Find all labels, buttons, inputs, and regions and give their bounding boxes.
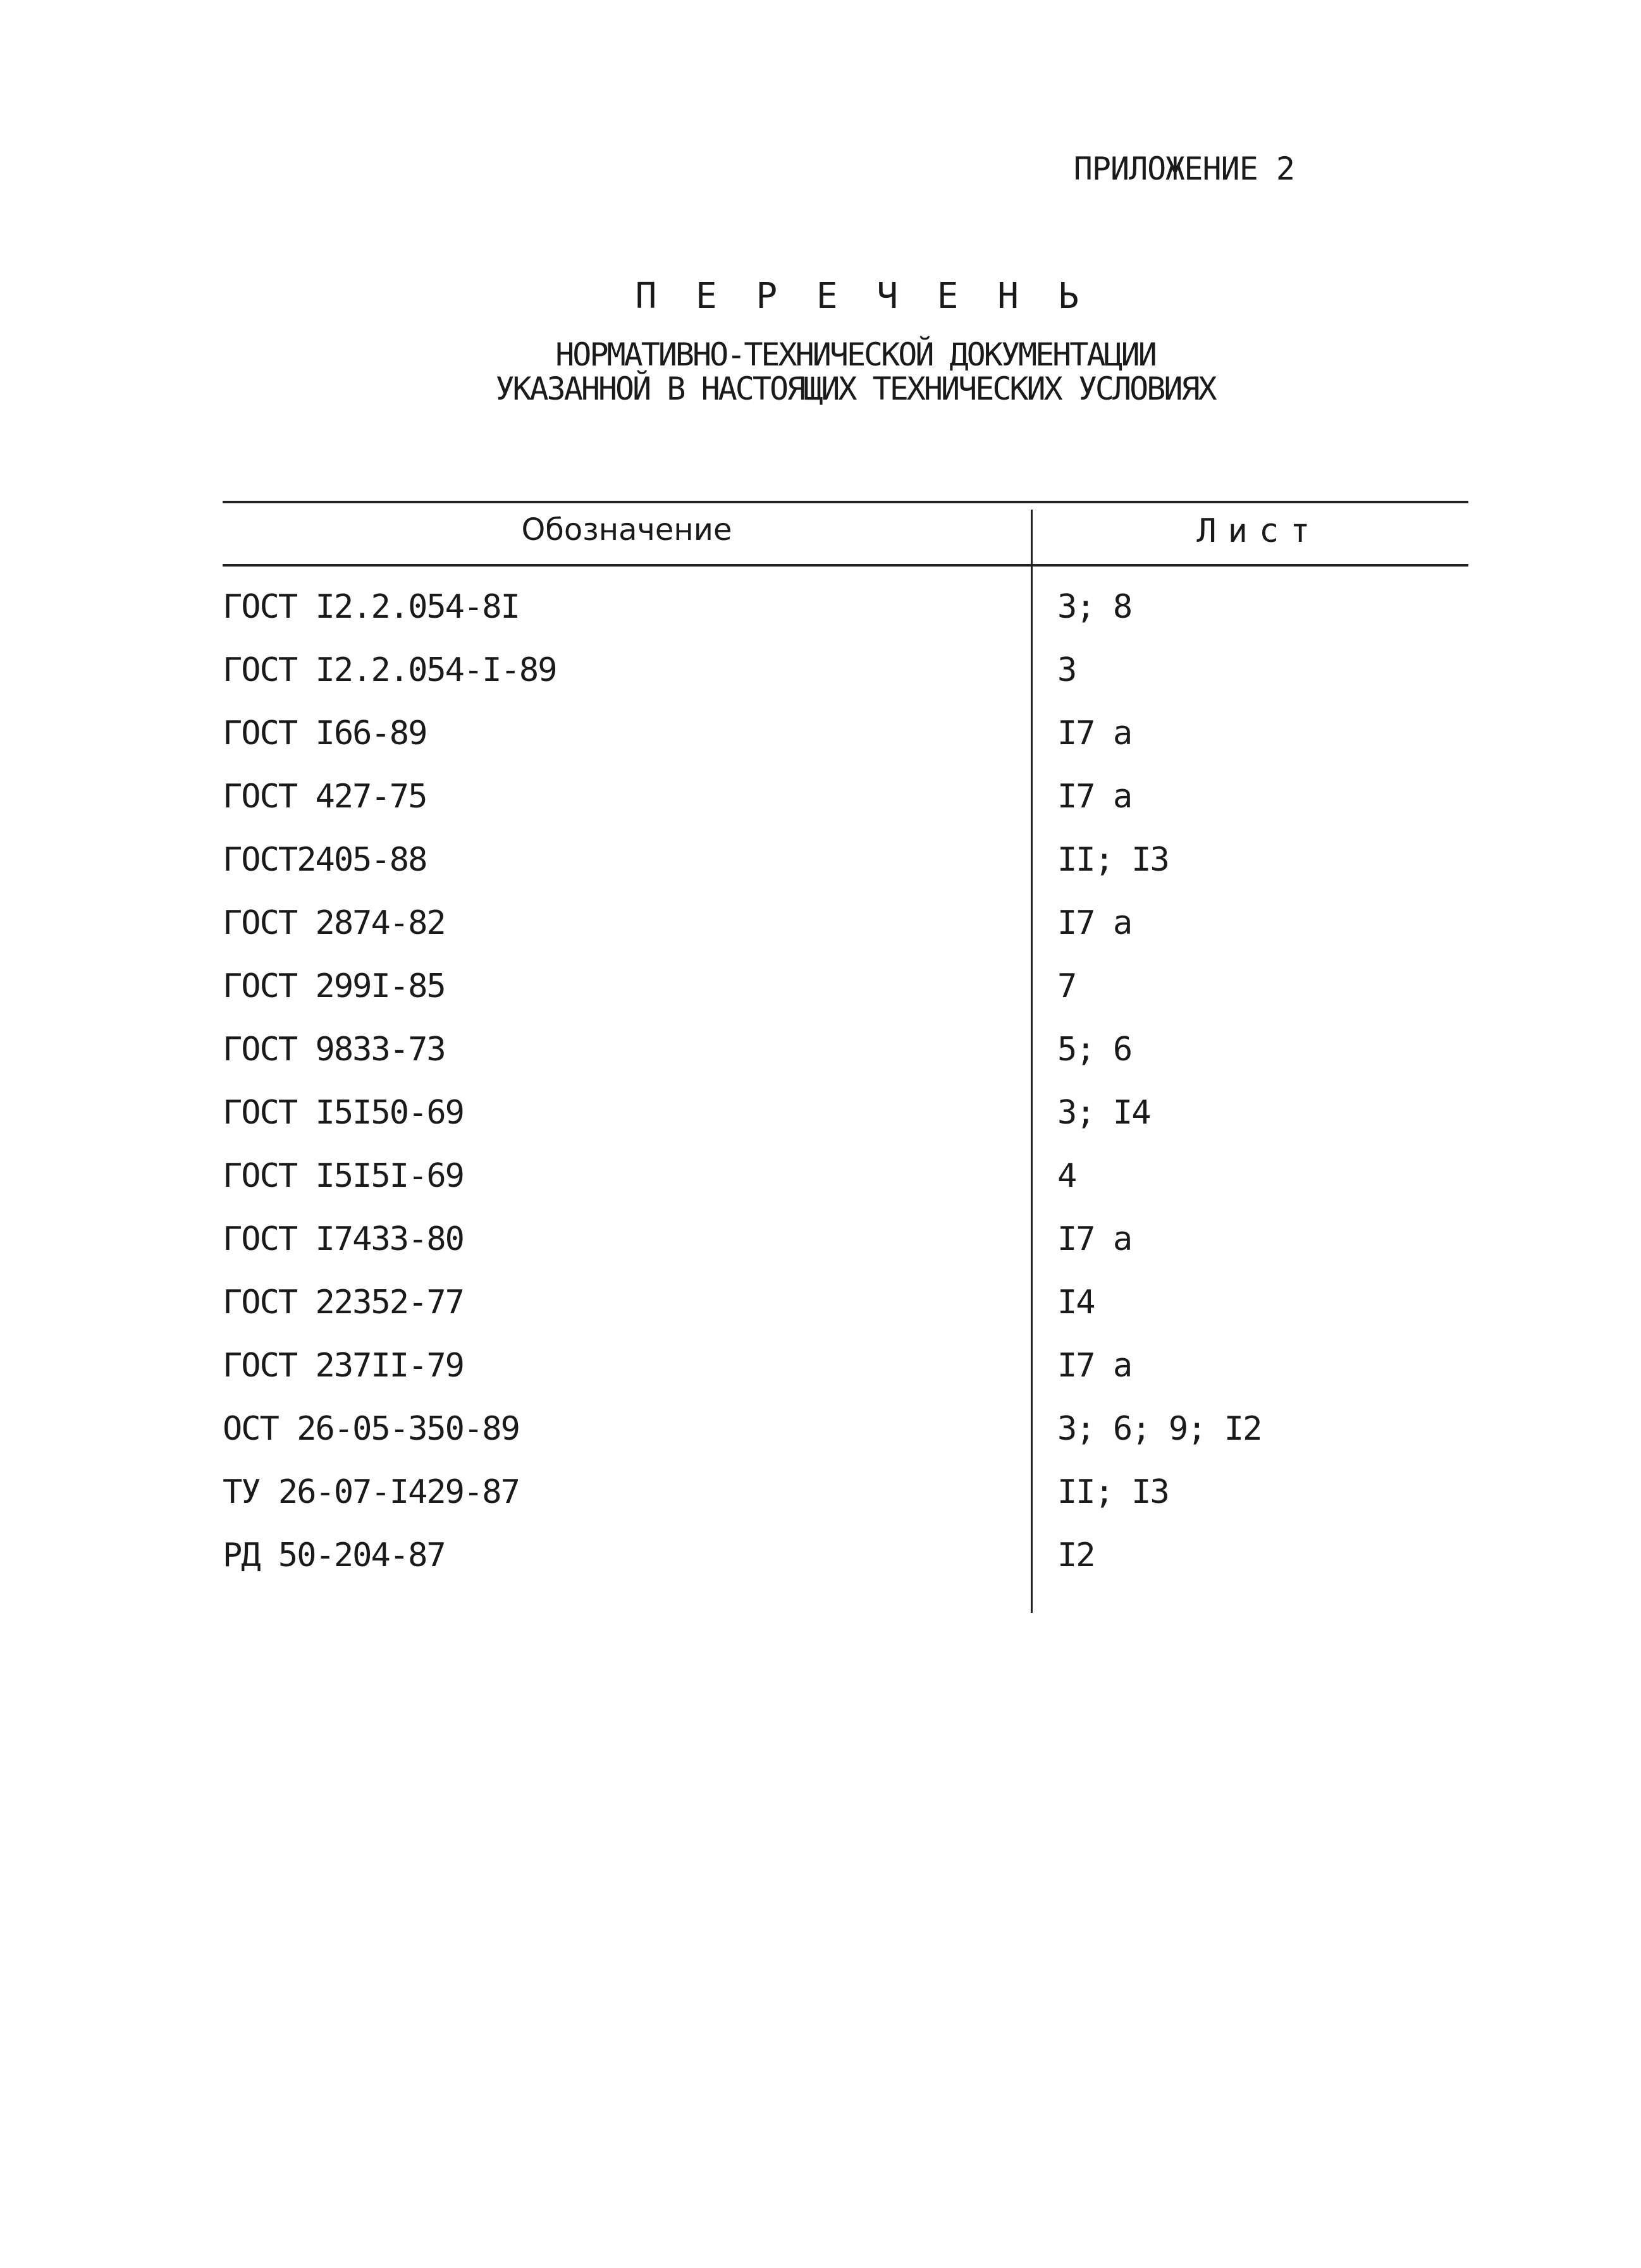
row-sheet: 5; 6 <box>1057 1031 1132 1069</box>
row-code: ГОСТ 2874-82 <box>223 904 445 942</box>
row-code: ГОСТ 9833-73 <box>223 1031 445 1069</box>
subtitle-line-2: УКАЗАННОЙ В НАСТОЯЩИХ ТЕХНИЧЕСКИХ УСЛОВИЯХ <box>495 371 1215 407</box>
row-code: ГОСТ I5I5I-69 <box>223 1157 464 1195</box>
documents-table <box>223 501 1468 1614</box>
table-top-rule <box>223 501 1468 503</box>
row-sheet: I4 <box>1057 1284 1095 1321</box>
row-sheet: I7 а <box>1057 1220 1132 1258</box>
table-row <box>223 1524 1468 1587</box>
row-code: ГОСТ I7433-80 <box>223 1220 464 1258</box>
row-sheet: II; I3 <box>1057 841 1169 879</box>
document-subtitle <box>0 338 1641 406</box>
row-sheet: 7 <box>1057 967 1076 1005</box>
row-code: РД 50-204-87 <box>223 1536 445 1574</box>
row-code: ГОСТ2405-88 <box>223 841 427 879</box>
table-row <box>223 639 1468 702</box>
row-sheet: I7 а <box>1057 1347 1132 1385</box>
column-header-designation: Обозначение <box>521 512 732 548</box>
column-header-sheet: Лист <box>1196 512 1322 550</box>
row-code: ГОСТ I66-89 <box>223 714 427 752</box>
table-row <box>223 1208 1468 1271</box>
row-sheet: 4 <box>1057 1157 1076 1195</box>
table-row <box>223 1081 1468 1144</box>
row-code: ГОСТ I2.2.054-I-89 <box>223 651 556 689</box>
row-sheet: I7 а <box>1057 904 1132 942</box>
table-row <box>223 575 1468 639</box>
row-code: ОСТ 26-05-350-89 <box>223 1410 519 1448</box>
table-row <box>223 892 1468 955</box>
table-row <box>223 1397 1468 1461</box>
row-sheet: 3 <box>1057 651 1076 689</box>
row-code: ГОСТ 299I-85 <box>223 967 445 1005</box>
row-sheet: I2 <box>1057 1536 1095 1574</box>
appendix-label: ПРИЛОЖЕНИЕ 2 <box>1073 150 1294 187</box>
row-code: ГОСТ 22352-77 <box>223 1284 464 1321</box>
table-row <box>223 765 1468 828</box>
row-sheet: 3; I4 <box>1057 1094 1150 1132</box>
table-row <box>223 1271 1468 1334</box>
row-sheet: 3; 6; 9; I2 <box>1057 1410 1262 1448</box>
row-code: ГОСТ 237II-79 <box>223 1347 464 1385</box>
table-row <box>223 1334 1468 1397</box>
table-row <box>223 955 1468 1018</box>
table-row <box>223 1461 1468 1524</box>
row-sheet: 3; 8 <box>1057 588 1132 626</box>
table-body <box>223 575 1468 1587</box>
row-code: ГОСТ I5I50-69 <box>223 1094 464 1132</box>
table-row <box>223 1018 1468 1081</box>
document-title: П Е Р Е Ч Е Н Ь <box>635 276 1088 317</box>
subtitle-line-1: НОРМАТИВНО-ТЕХНИЧЕСКОЙ ДОКУМЕНТАЦИИ <box>555 336 1155 373</box>
row-sheet: I7 а <box>1057 714 1132 752</box>
table-row <box>223 702 1468 765</box>
row-sheet: I7 а <box>1057 778 1132 816</box>
row-code: ТУ 26-07-I429-87 <box>223 1473 519 1511</box>
row-code: ГОСТ I2.2.054-8I <box>223 588 519 626</box>
table-row <box>223 828 1468 892</box>
row-code: ГОСТ 427-75 <box>223 778 427 816</box>
table-header-rule <box>223 564 1468 567</box>
row-sheet: II; I3 <box>1057 1473 1169 1511</box>
table-row <box>223 1144 1468 1208</box>
